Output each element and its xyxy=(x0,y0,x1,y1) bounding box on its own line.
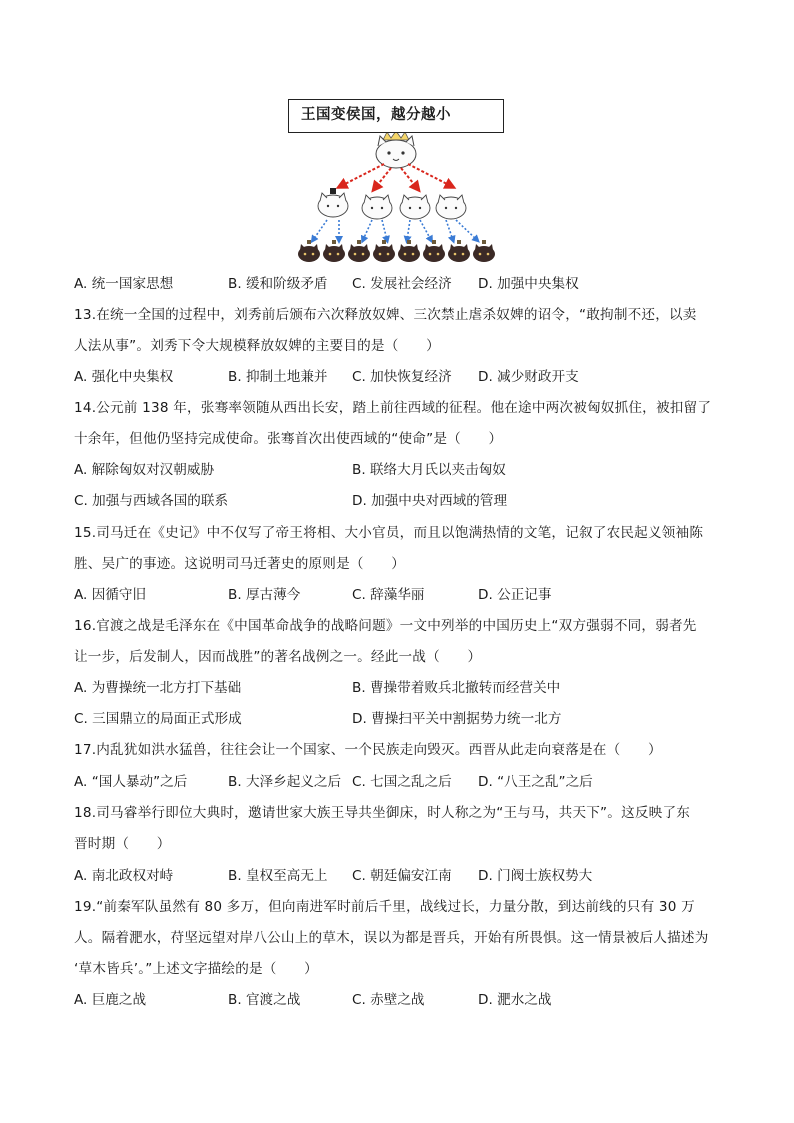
q17-option-b: B. 大泽乡起义之后 xyxy=(228,774,342,790)
q13-option-d: D. 减少财政开支 xyxy=(478,369,579,385)
figure-title: 王国变侯国，越分越小 xyxy=(288,99,504,133)
blue-arrows xyxy=(313,220,477,240)
q13-option-c: C. 加快恢复经济 xyxy=(352,369,452,385)
q19-option-a: A. 巨鹿之战 xyxy=(74,992,147,1008)
q13-option-a: A. 强化中央集权 xyxy=(74,369,174,385)
q15-option-b: B. 厚古薄今 xyxy=(228,587,301,603)
q19-option-d: D. 淝水之战 xyxy=(478,992,552,1008)
q14-stem-line-2: 十余年，但他仍坚持完成使命。张骞首次出使西域的“使命”是（ ） xyxy=(74,431,503,447)
q19-option-b: B. 官渡之战 xyxy=(228,992,301,1008)
q19-option-c: C. 赤壁之战 xyxy=(352,992,425,1008)
q18-stem-line-1: 18.司马睿举行即位大典时，邀请世家大族王导共坐御床，时人称之为“王与马，共天下”。这反映了东 xyxy=(74,805,691,821)
q17-stem-line-1: 17.内乱犹如洪水猛兽，往往会让一个国家、一个民族走向毁灭。西晋从此走向衰落是在（ ） xyxy=(74,742,662,758)
q14-option-b: B. 联络大月氏以夹击匈奴 xyxy=(352,462,506,478)
q19-stem-line-2: 人。隔着淝水，苻坚远望对岸八公山上的草木，误以为都是晋兵，开始有所畏惧。这一情景被后人描述为 xyxy=(74,930,709,946)
q12-option-b: B. 缓和阶级矛盾 xyxy=(228,276,328,292)
q16-option-d: D. 曹操扫平关中割据势力统一北方 xyxy=(352,711,562,727)
emperor-cat-icon xyxy=(376,131,416,168)
q14-option-a: A. 解除匈奴对汉朝威胁 xyxy=(74,462,215,478)
q12-option-c: C. 发展社会经济 xyxy=(352,276,452,292)
q13-option-b: B. 抑制土地兼并 xyxy=(228,369,328,385)
q15-option-c: C. 辞藻华丽 xyxy=(352,587,425,603)
q12-option-a: A. 统一国家思想 xyxy=(74,276,174,292)
q14-option-d: D. 加强中央对西域的管理 xyxy=(352,493,508,509)
fief-division-figure xyxy=(283,96,513,268)
q16-option-b: B. 曹操带着败兵北撤转而经营关中 xyxy=(352,680,561,696)
q18-option-c: C. 朝廷偏安江南 xyxy=(352,868,452,884)
q18-option-d: D. 门阀士族权势大 xyxy=(478,868,593,884)
q15-stem-line-2: 胜、吴广的事迹。这说明司马迁著史的原则是（ ） xyxy=(74,556,406,572)
q14-option-c: C. 加强与西域各国的联系 xyxy=(74,493,229,509)
q15-option-d: D. 公正记事 xyxy=(478,587,552,603)
q13-stem-line-2: 人法从事”。刘秀下令大规模释放奴婢的主要目的是（ ） xyxy=(74,338,440,354)
q12-option-d: D. 加强中央集权 xyxy=(478,276,579,292)
q16-stem-line-2: 让一步，后发制人，因而战胜”的著名战例之一。经此一战（ ） xyxy=(74,649,482,665)
q16-option-c: C. 三国鼎立的局面正式形成 xyxy=(74,711,242,727)
q16-stem-line-1: 16.官渡之战是毛泽东在《中国革命战争的战略问题》一文中列举的中国历史上“双方强弱不同，弱者先 xyxy=(74,618,697,634)
marquis-cat-icon xyxy=(298,240,495,262)
q15-stem-line-1: 15.司马迁在《史记》中不仅写了帝王将相、大小官员，而且以饱满热情的文笔，记叙了农民起义领袖陈 xyxy=(74,525,704,541)
q16-option-a: A. 为曹操统一北方打下基础 xyxy=(74,680,242,696)
q13-stem-line-1: 13.在统一全国的过程中，刘秀前后颁布六次释放奴婢、三次禁止虐杀奴婢的诏令，“敢拘制不还，以卖 xyxy=(74,307,697,323)
q17-option-c: C. 七国之乱之后 xyxy=(352,774,452,790)
q14-stem-line-1: 14.公元前 138 年，张骞率领随从西出长安，踏上前往西域的征程。他在途中两次被匈奴抓住，被扣留了 xyxy=(74,400,712,416)
q18-option-a: A. 南北政权对峙 xyxy=(74,868,174,884)
q15-option-a: A. 因循守旧 xyxy=(74,587,147,603)
q19-stem-line-3: ‘草木皆兵’。”上述文字描绘的是（ ） xyxy=(74,961,318,977)
q17-option-d: D. “八王之乱”之后 xyxy=(478,774,593,790)
q18-option-b: B. 皇权至高无上 xyxy=(228,868,328,884)
q18-stem-line-2: 晋时期（ ） xyxy=(74,836,171,852)
q19-stem-line-1: 19.“前秦军队虽然有 80 多万，但向南进军时前后千里，战线过长，力量分散，到达前线的只有 30 万 xyxy=(74,899,695,915)
q17-option-a: A. “国人暴动”之后 xyxy=(74,774,188,790)
king-cat-icon xyxy=(318,188,466,219)
